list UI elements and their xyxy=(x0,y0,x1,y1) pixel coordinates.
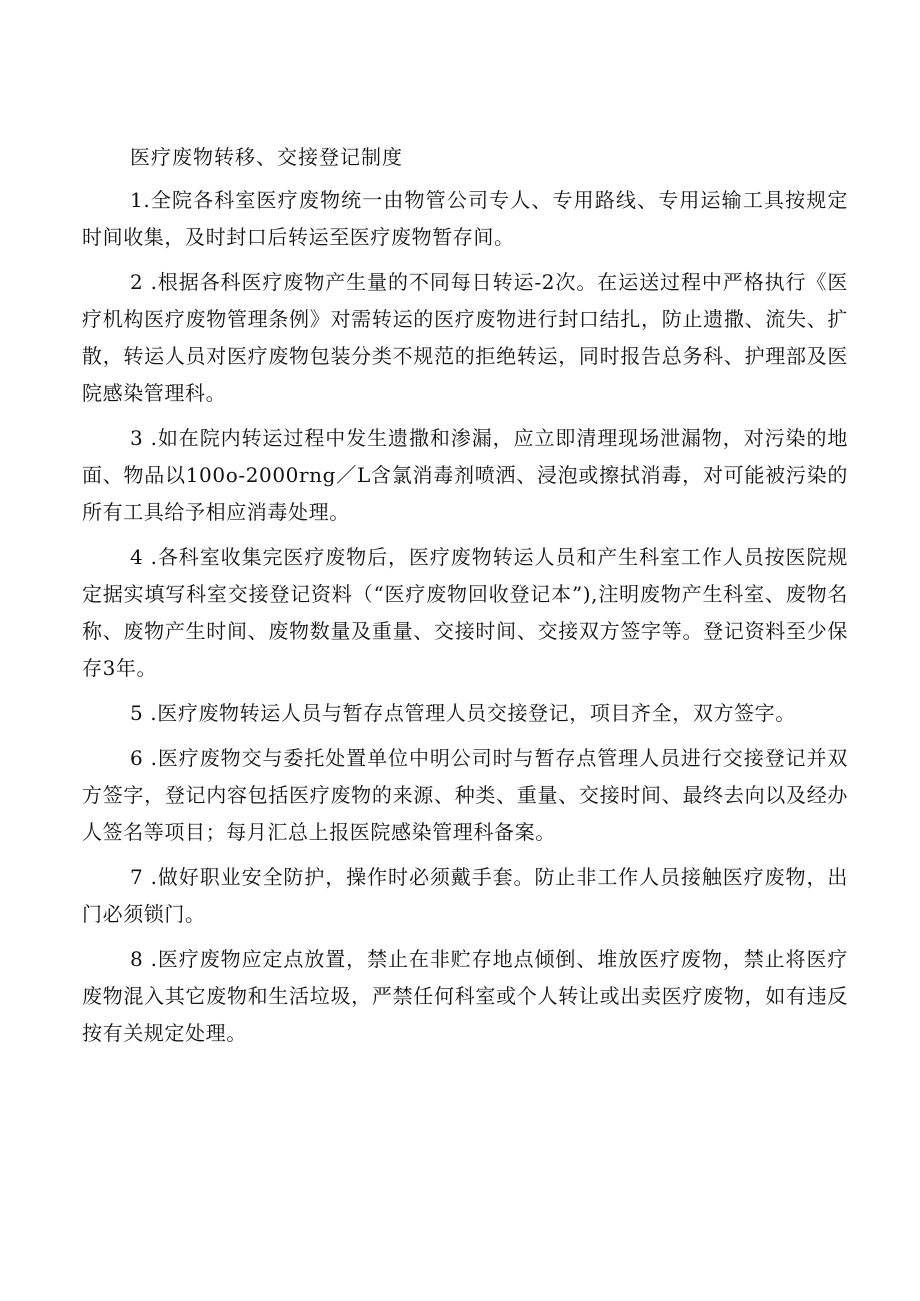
paragraph-3: 3 .如在院内转运过程中发生遗撒和渗漏，应立即清理现场泄漏物，对污染的地面、物品以100o-2000rng／L含氯消毒剂喷洒、浸泡或擦拭消毒，对可能被污染的所有工具给予相应消毒处理。 xyxy=(82,426,848,524)
paragraph-5: 5 .医疗废物转运人员与暂存点管理人员交接登记，项目齐全，双方签字。 xyxy=(130,701,796,725)
paragraph-2: 2 .根据各科医疗废物产生量的不同每日转运-2次。在运送过程中严格执行《医疗机构医疗废物管理条例》对需转运的医疗废物进行封口结扎，防止遗撒、流失、扩散，转运人员对医疗废物包装分类不规范的拒绝转运，同时报告总务科、护理部及医院感染管理科。 xyxy=(82,270,848,405)
paragraph-4: 4 .各科室收集完医疗废物后，医疗废物转运人员和产生科室工作人员按医院规定据实填写科室交接登记资料（“医疗废物回收登记本”),注明废物产生科室、废物名称、废物产生时间、废物数量及重量、交接时间、交接双方签字等。登记资料至少保存3年。 xyxy=(82,545,848,680)
paragraph-1: 1.全院各科室医疗废物统一由物管公司专人、专用路线、专用运输工具按规定时间收集，及时封口后转运至医疗废物暂存间。 xyxy=(82,188,848,249)
paragraph-7: 7 .做好职业安全防护，操作时必须戴手套。防止非工作人员接触医疗废物，出门必须锁门。 xyxy=(82,865,848,926)
paragraph-6: 6 .医疗废物交与委托处置单位中明公司时与暂存点管理人员进行交接登记并双方签字，登记内容包括医疗废物的来源、种类、重量、交接时间、最终去向以及经办人签名等项目；每月汇总上报医院感染管理科备案。 xyxy=(82,746,848,844)
document-content xyxy=(82,138,848,1060)
paragraph-8: 8 .医疗废物应定点放置，禁止在非贮存地点倾倒、堆放医疗废物，禁止将医疗废物混入其它废物和生活垃圾，严禁任何科室或个人转让或出卖医疗废物，如有违反按有关规定处理。 xyxy=(82,947,848,1045)
document-title: 医疗废物转移、交接登记制度 xyxy=(130,145,403,169)
